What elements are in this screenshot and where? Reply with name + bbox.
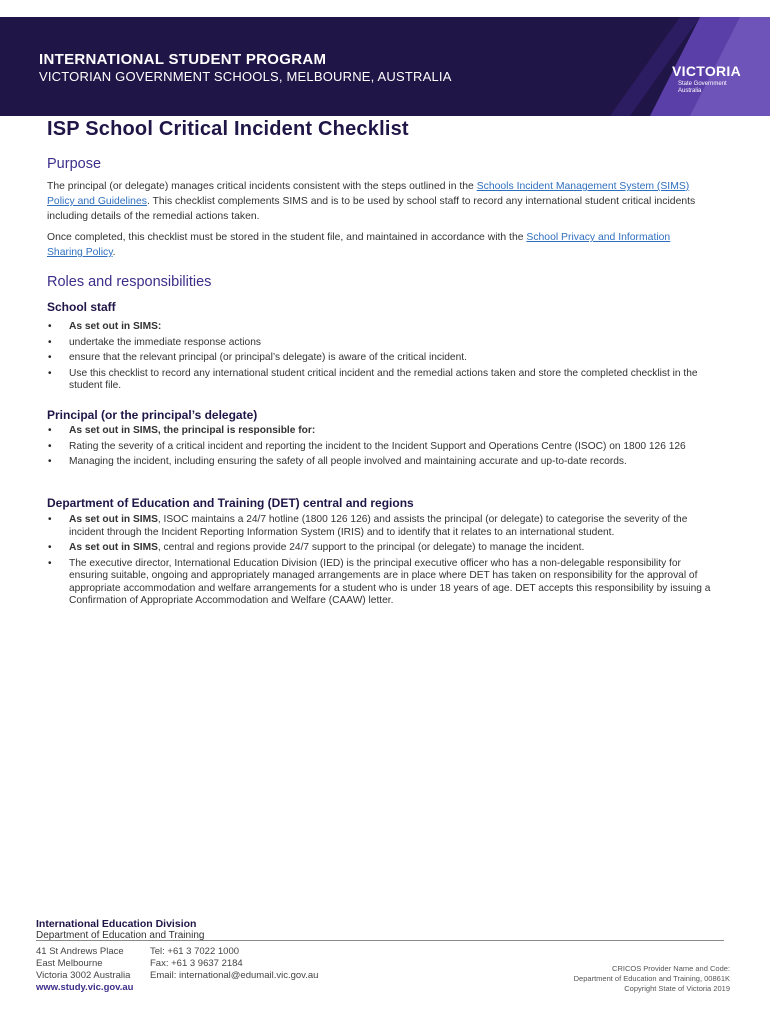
roles-heading: Roles and responsibilities	[47, 274, 212, 290]
header-banner	[0, 17, 770, 116]
list-item: • Rating the severity of a critical incident and reporting the incident to the Incident Support and Operations Centre (ISOC) on 1800 126 126	[47, 441, 715, 454]
program-title: INTERNATIONAL STUDENT PROGRAM	[39, 51, 327, 68]
list-item: • The executive director, International Education Division (IED) is the principal executive officer who has a non-delegable responsibility for ensuring suitable, ongoing and appropriately managed arrangements are in place where DET has taken on responsibility for the approval of appropriate accommodation and welfare arrangements for a student who is under 18 years of age. DET accepts this responsibility by issuing a Confirmation of Appropriate Accommodation and Welfare (CAAW) letter.	[47, 558, 715, 608]
sims-policy-link[interactable]: Schools Incident Management System (SIMS) Policy and Guidelines	[47, 181, 690, 207]
list-item: • As set out in SIMS, the principal is responsible for:	[47, 425, 715, 438]
privacy-policy-link[interactable]: School Privacy and Information Sharing Policy	[47, 232, 671, 258]
purpose-p2-text-b: .	[112, 247, 116, 258]
footer-org-name: International Education Division	[36, 918, 197, 930]
school-staff-list	[47, 321, 715, 396]
purpose-p2-text-a: Once completed, this checklist must be stored in the student file, and maintained in accordance with the	[47, 232, 527, 243]
footer-contact: Tel: +61 3 7022 1000 Fax: +61 3 9637 2184 Email: international@edumail.vic.gov.au	[150, 946, 319, 981]
footer-address: 41 St Andrews Place East Melbourne Victoria 3002 Australia	[36, 946, 131, 981]
det-heading: Department of Education and Training (DET) central and regions	[47, 496, 414, 510]
school-staff-heading: School staff	[47, 300, 116, 314]
footer-department: Department of Education and Training	[36, 930, 205, 941]
list-item: • Managing the incident, including ensuring the safety of all people involved and maintaining accurate and up-to-date records.	[47, 456, 715, 469]
purpose-paragraph-2	[47, 230, 707, 260]
footer-cricos: CRICOS Provider Name and Code: Department of Education and Training, 00861K Copyright State of Victoria 2019	[573, 964, 730, 993]
list-item: • As set out in SIMS, central and regions provide 24/7 support to the principal (or delegate) to manage the incident.	[47, 542, 715, 555]
list-item: • As set out in SIMS, ISOC maintains a 24/7 hotline (1800 126 126) and assists the principal (or delegate) to categorise the severity of the incident through the Incident Reporting Information System (IRIS) and to identify that it relates to an international student.	[47, 514, 715, 539]
purpose-heading: Purpose	[47, 156, 102, 172]
footer-website-link[interactable]: www.study.vic.gov.au	[36, 982, 134, 993]
footer-divider	[36, 940, 724, 941]
list-item: • undertake the immediate response actions	[47, 337, 715, 350]
page-title: ISP School Critical Incident Checklist	[47, 118, 409, 140]
purpose-p1-text-b: . This checklist complements SIMS and is to be used by school staff to record any international student critical incidents including details of the remedial actions taken.	[47, 196, 696, 222]
victoria-logo-subtext: State Government Australia	[678, 81, 727, 94]
principal-heading: Principal (or the principal’s delegate)	[47, 408, 258, 422]
victoria-logo: VICTORIA	[672, 63, 742, 79]
program-subtitle: VICTORIAN GOVERNMENT SCHOOLS, MELBOURNE, AUSTRALIA	[39, 69, 452, 84]
list-item: • ensure that the relevant principal (or principal’s delegate) is aware of the critical incident.	[47, 352, 715, 365]
purpose-p1-text-a: The principal (or delegate) manages critical incidents consistent with the steps outlined in the	[47, 181, 477, 192]
det-list	[47, 514, 715, 611]
principal-list	[47, 425, 715, 472]
list-item: • As set out in SIMS:	[47, 321, 715, 334]
purpose-paragraph-1	[47, 179, 707, 224]
list-item: • Use this checklist to record any international student critical incident and the remedial actions taken and store the completed checklist in the student file.	[47, 368, 715, 393]
